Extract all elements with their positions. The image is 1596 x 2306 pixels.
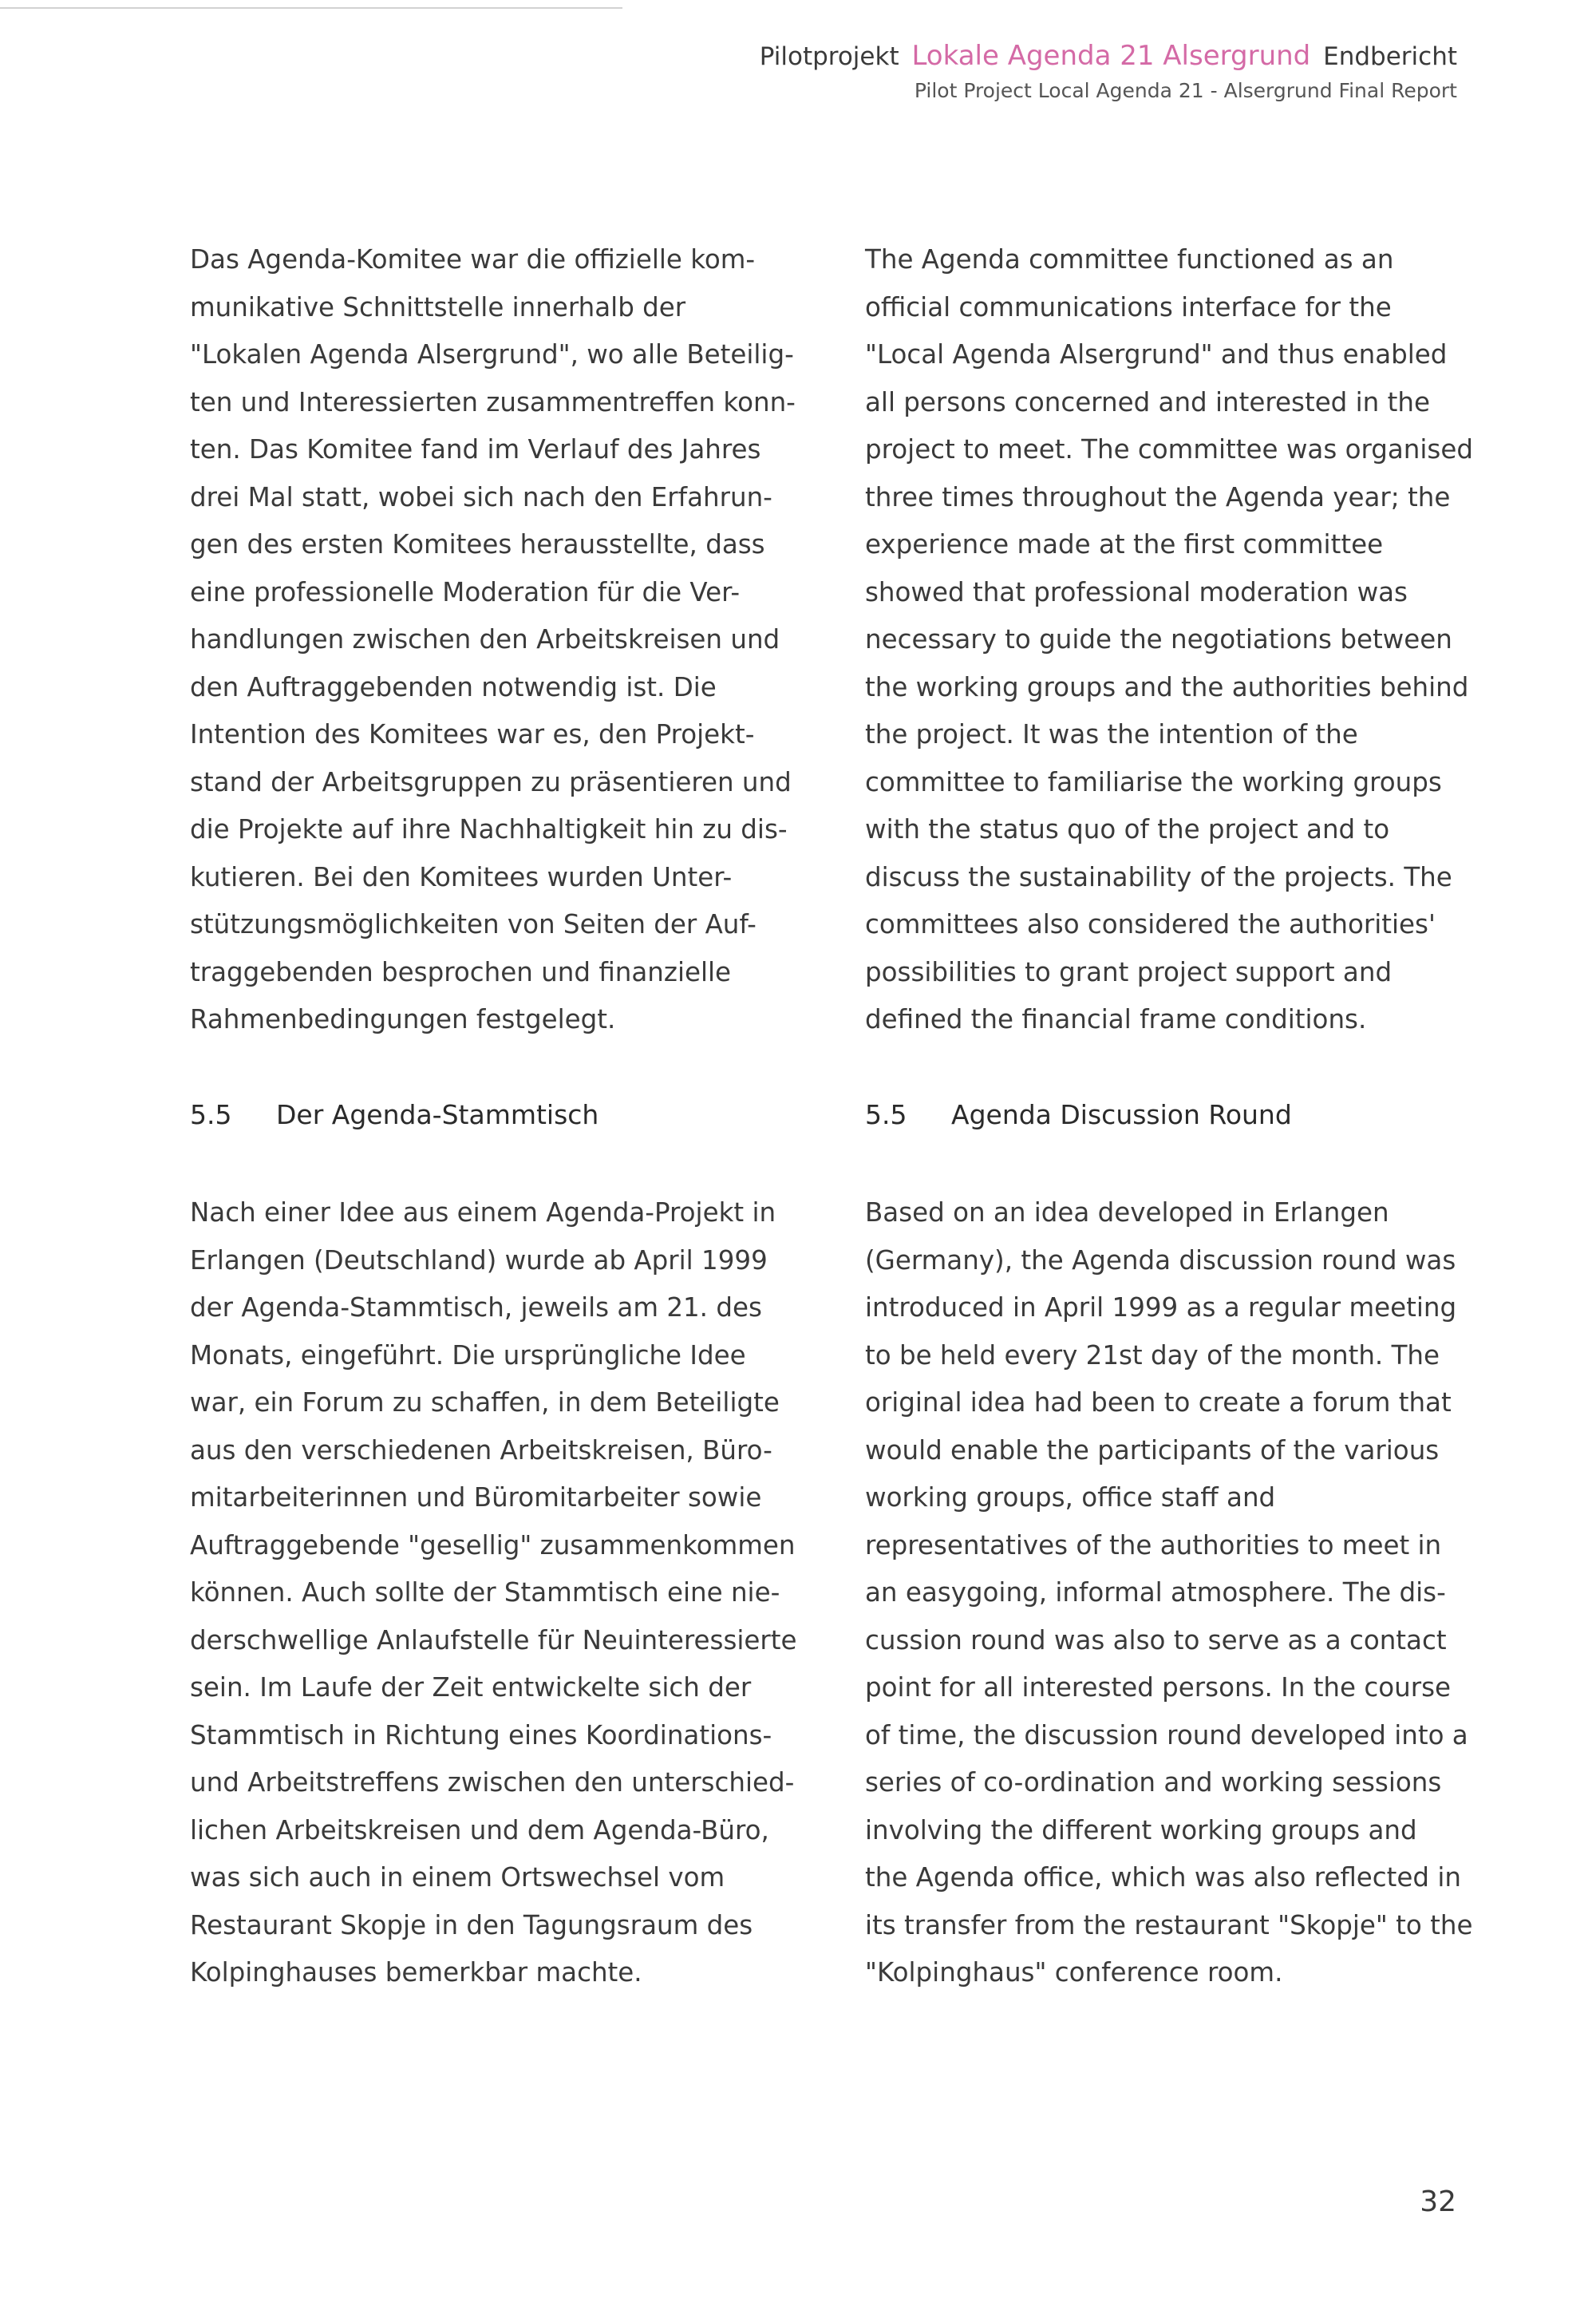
text-line: introduced in April 1999 as a regular meeting [865,1292,1457,1323]
text-line: representatives of the authorities to meet in [865,1529,1442,1560]
text-line: "Local Agenda Alsergrund" and thus enabled [865,339,1448,370]
header-title-suffix: Endbericht [1323,42,1457,71]
text-line: experience made at the first committee [865,529,1384,560]
text-line: defined the financial frame conditions. [865,1004,1367,1034]
page-number: 32 [1420,2185,1456,2218]
text-line: The Agenda committee functioned as an [865,244,1394,275]
text-line: ten. Das Komitee fand im Verlauf des Jahres [190,434,761,465]
text-line: drei Mal statt, wobei sich nach den Erfahrun- [190,481,772,512]
text-line: Monats, eingeführt. Die ursprüngliche Idee [190,1339,746,1371]
running-header [760,38,1457,106]
left-paragraph-1 [190,236,860,1044]
right-paragraph-1 [865,236,1535,1044]
text-line: den Auftraggebenden notwendig ist. Die [190,671,717,702]
text-line: Erlangen (Deutschland) wurde ab April 1999 [190,1244,768,1276]
text-line: die Projekte auf ihre Nachhaltigkeit hin zu dis- [190,814,788,844]
text-line: und Arbeitstreffens zwischen den unterschied- [190,1767,795,1798]
text-line: Kolpinghauses bemerkbar machte. [190,1957,642,1988]
text-line: "Lokalen Agenda Alsergrund", wo alle Beteilig- [190,339,794,370]
text-line: sein. Im Laufe der Zeit entwickelte sich der [190,1672,752,1703]
text-line: ten und Interessierten zusammentreffen konn- [190,386,796,417]
text-line: project to meet. The committee was organised [865,434,1473,465]
section-number: 5.5 [190,1099,232,1130]
text-line: the project. It was the intention of the [865,719,1358,750]
text-line: mitarbeiterinnen und Büromitarbeiter sowie [190,1482,762,1513]
text-line: was sich auch in einem Ortswechsel vom [190,1862,725,1893]
text-line: point for all interested persons. In the course [865,1672,1451,1703]
text-line: showed that professional moderation was [865,576,1408,607]
text-line: with the status quo of the project and to [865,814,1390,844]
section-title: Der Agenda-Stammtisch [276,1099,599,1130]
text-line: Based on an idea developed in Erlangen [865,1197,1389,1228]
text-line: the Agenda office, which was also reflected in [865,1862,1461,1893]
text-line: cussion round was also to serve as a contact [865,1624,1447,1655]
text-line: aus den verschiedenen Arbeitskreisen, Büro- [190,1434,772,1465]
text-line: original idea had been to create a forum that [865,1387,1452,1418]
text-line: kutieren. Bei den Komitees wurden Unter- [190,861,733,892]
text-line: Rahmenbedingungen festgelegt. [190,1004,616,1034]
text-line: handlungen zwischen den Arbeitskreisen und [190,624,780,655]
text-line: the working groups and the authorities behind [865,671,1469,702]
text-line: "Kolpinghaus" conference room. [865,1957,1283,1988]
text-line: stand der Arbeitsgruppen zu präsentieren und [190,766,792,797]
text-line: to be held every 21st day of the month. The [865,1339,1440,1371]
left-paragraph-2 [190,1189,860,1997]
top-rule [0,7,622,9]
header-subtitle: Pilot Project Local Agenda 21 - Alsergrund Final Report [914,79,1457,102]
text-line: der Agenda-Stammtisch, jeweils am 21. des [190,1292,762,1323]
text-line: munikative Schnittstelle innerhalb der [190,291,686,322]
text-line: Nach einer Idee aus einem Agenda-Projekt in [190,1197,776,1228]
text-line: an easygoing, informal atmosphere. The dis- [865,1577,1446,1608]
section-heading-de [190,1095,598,1135]
text-line: Intention des Komitees war es, den Projekt- [190,719,755,750]
text-line: eine professionelle Moderation für die Ver- [190,576,741,607]
text-line: stützungsmöglichkeiten von Seiten der Auf- [190,909,757,939]
text-line: official communications interface for the [865,291,1392,322]
header-title [760,38,1457,74]
text-line: involving the different working groups and [865,1814,1417,1845]
text-line: three times throughout the Agenda year; the [865,481,1451,512]
text-line: possibilities to grant project support and [865,956,1393,987]
text-line: discuss the sustainability of the projects. The [865,861,1452,892]
text-line: Das Agenda-Komitee war die offizielle kom- [190,244,756,275]
text-line: Restaurant Skopje in den Tagungsraum des [190,1909,753,1940]
text-line: series of co-ordination and working sessions [865,1767,1442,1798]
text-line: können. Auch sollte der Stammtisch eine nie- [190,1577,780,1608]
header-title-accent: Lokale Agenda 21 Alsergrund [911,40,1311,72]
section-title: Agenda Discussion Round [951,1099,1292,1130]
right-paragraph-2 [865,1189,1535,1997]
text-line: all persons concerned and interested in the [865,386,1430,417]
text-line: committees also considered the authorities' [865,909,1436,939]
text-line: Auftraggebende "gesellig" zusammenkommen [190,1529,796,1560]
text-line: Stammtisch in Richtung eines Koordinations- [190,1719,772,1750]
text-line: would enable the participants of the various [865,1434,1440,1465]
header-title-prefix: Pilotprojekt [759,42,899,71]
text-line: derschwellige Anlaufstelle für Neuinteressierte [190,1624,797,1655]
text-line: gen des ersten Komitees herausstellte, dass [190,529,765,560]
section-number: 5.5 [865,1099,907,1130]
section-heading-en [865,1095,1292,1135]
text-line: committee to familiarise the working groups [865,766,1442,797]
text-line: war, ein Forum zu schaffen, in dem Beteiligte [190,1387,780,1418]
text-line: working groups, office staff and [865,1482,1276,1513]
text-line: necessary to guide the negotiations between [865,624,1452,655]
text-line: traggebenden besprochen und finanzielle [190,956,732,987]
text-line: its transfer from the restaurant "Skopje" to the [865,1909,1473,1940]
text-line: of time, the discussion round developed into a [865,1719,1468,1750]
text-line: lichen Arbeitskreisen und dem Agenda-Büro, [190,1814,769,1845]
text-line: (Germany), the Agenda discussion round was [865,1244,1456,1276]
